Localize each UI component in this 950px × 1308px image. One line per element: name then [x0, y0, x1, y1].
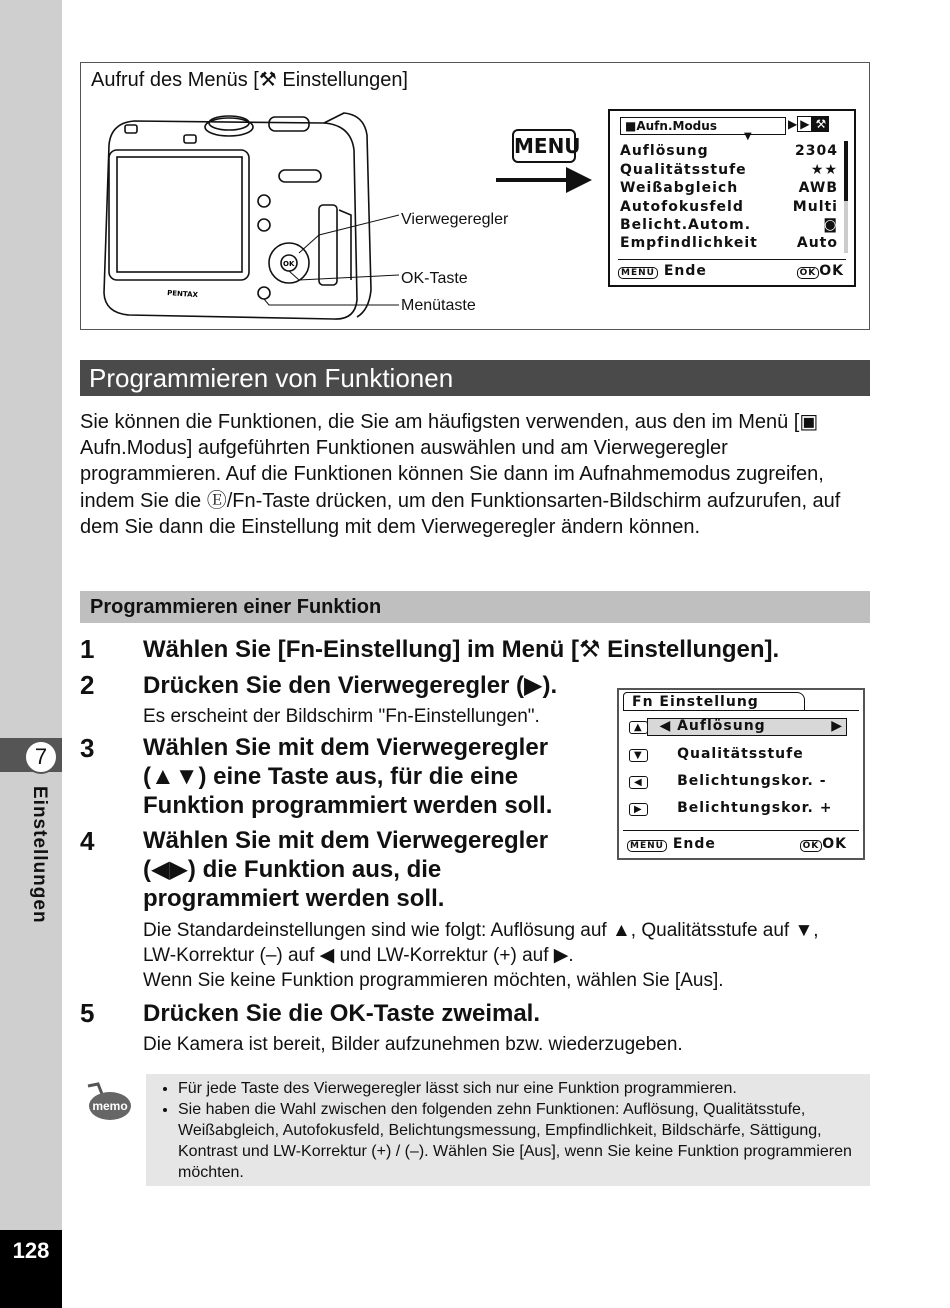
lcd-row: Weißabgleich AWB [620, 180, 838, 196]
step-sub: Die Standardeinstellungen sind wie folgt: Auflösung auf ▲, Qualitätsstufe auf ▼, [143, 920, 819, 941]
fn-row: ◀ Belichtungskor. - [629, 773, 847, 789]
sub-heading: Programmieren einer Funktion [80, 591, 870, 623]
lcd-row: Empfindlichkeit Auto [620, 235, 838, 251]
step-sub: Die Kamera ist bereit, Bilder aufzunehmen bzw. wiederzugeben. [143, 1034, 683, 1055]
step-text: programmiert werden soll. [143, 885, 445, 912]
fn-settings-screen [617, 688, 865, 860]
svg-text:OK: OK [283, 260, 295, 268]
arrow-right-icon [496, 165, 596, 195]
camera-brand: PENTAX [166, 289, 199, 300]
fn-footer: MENU Ende OK OK [627, 836, 847, 852]
chapter-title: Einstellungen [29, 786, 50, 924]
lcd-row: Autofokusfeld Multi [620, 199, 838, 215]
memo-bullet: • Für jede Taste des Vierwegeregler lässt sich nur eine Funktion programmieren. [178, 1078, 860, 1099]
step-sub: LW-Korrektur (–) auf ◀ und LW-Korrektur (+) auf ▶. [143, 945, 574, 966]
lcd-tab-icons: ▶ ▶ ⚒ [788, 117, 844, 135]
chapter-number: 7 [24, 740, 58, 774]
step-text: Wählen Sie mit dem Vierwegeregler [143, 734, 549, 761]
step-number: 4 [80, 826, 95, 856]
svg-text:memo: memo [92, 1099, 128, 1113]
page-number: 128 [12, 1238, 50, 1263]
fn-row: ▶ Belichtungskor. + [629, 800, 847, 816]
fn-row-selected: ▲ ◀ Auflösung ▶ [629, 718, 843, 734]
step-number: 5 [80, 998, 95, 1028]
section-heading: Programmieren von Funktionen [80, 360, 870, 396]
step-text: Wählen Sie [Fn-Einstellung] im Menü [⚒ Einstellungen]. [143, 636, 780, 663]
step-sub: Wenn Sie keine Funktion programmieren möchten, wählen Sie [Aus]. [143, 970, 724, 991]
memo-box [146, 1074, 870, 1186]
menu-call-box [80, 62, 870, 330]
step-number: 3 [80, 733, 95, 763]
lcd-tab-aufn: ■Aufn.Modus [620, 117, 786, 135]
step-text: Drücken Sie den Vierwegeregler (▶). [143, 672, 558, 699]
menu-key-icon: MENU [512, 129, 576, 163]
step-sub: Es erscheint der Bildschirm "Fn-Einstellungen". [143, 706, 540, 727]
side-bar [0, 0, 62, 1308]
lcd-menu-screen: ■Aufn.Modus ▶ ▶ ⚒ ▼ Auflösung 2304 Qualitätsstufe ★★ Weißabgleich AWB Autofokusfeld Multi Belicht.Autom. ◙ Empfindlichkeit Auto MENU Ende OK OK [608, 109, 856, 287]
intro-paragraph: Sie können die Funktionen, die Sie am häufigsten verwenden, aus den im Menü [▣ Aufn.Modus] aufgeführten Funktionen auswählen und am Vierwegeregler programmieren. Auf die Funktionen können Sie dann im Aufnahmemodus zugreifen, indem Sie die Ⓔ/Fn-Taste drücken, um den Funktionsarten-Bildschirm aufzurufen, auf dem Sie dann die Einstellung mit dem Vierwegeregler ändern können. [80, 411, 841, 538]
step-text: Drücken Sie die OK-Taste zweimal. [143, 1000, 541, 1027]
lcd-row: Qualitätsstufe ★★ [620, 162, 838, 178]
label-ok-taste: OK-Taste [401, 270, 468, 287]
lcd-row: Belicht.Autom. ◙ [620, 217, 838, 233]
memo-icon [84, 1082, 132, 1122]
memo-bullet: • Sie haben die Wahl zwischen den folgenden zehn Funktionen: Auflösung, Qualitätsstufe, Weißabgleich, Autofokusfeld, Belichtungsmessung, Empfindlichkeit, Bildschärfe, Sättigung, Kontrast und LW-Korrektur (+) / (–). Wählen Sie [Aus], wenn Sie keine Funktion programmieren möchten. [178, 1099, 860, 1183]
step-text: (◀▶) die Funktion aus, die [143, 856, 442, 883]
label-vierwegeregler: Vierwegeregler [401, 211, 509, 228]
step-number: 2 [80, 670, 95, 700]
step-text: (▲▼) eine Taste aus, für die eine [143, 763, 519, 790]
step-number: 1 [80, 634, 95, 664]
label-menutaste: Menütaste [401, 297, 476, 314]
fn-screen-title: Fn Einstellung [623, 692, 805, 711]
fn-row: ▼ Qualitätsstufe [629, 746, 847, 762]
menu-call-title: Aufruf des Menüs [⚒ Einstellungen] [91, 69, 408, 91]
lcd-footer: MENU Ende OK OK [618, 263, 844, 279]
camera-icon: ■ [625, 119, 637, 133]
lcd-row: Auflösung 2304 [620, 143, 838, 159]
step-text: Wählen Sie mit dem Vierwegeregler [143, 827, 549, 854]
step-text: Funktion programmiert werden soll. [143, 792, 553, 819]
